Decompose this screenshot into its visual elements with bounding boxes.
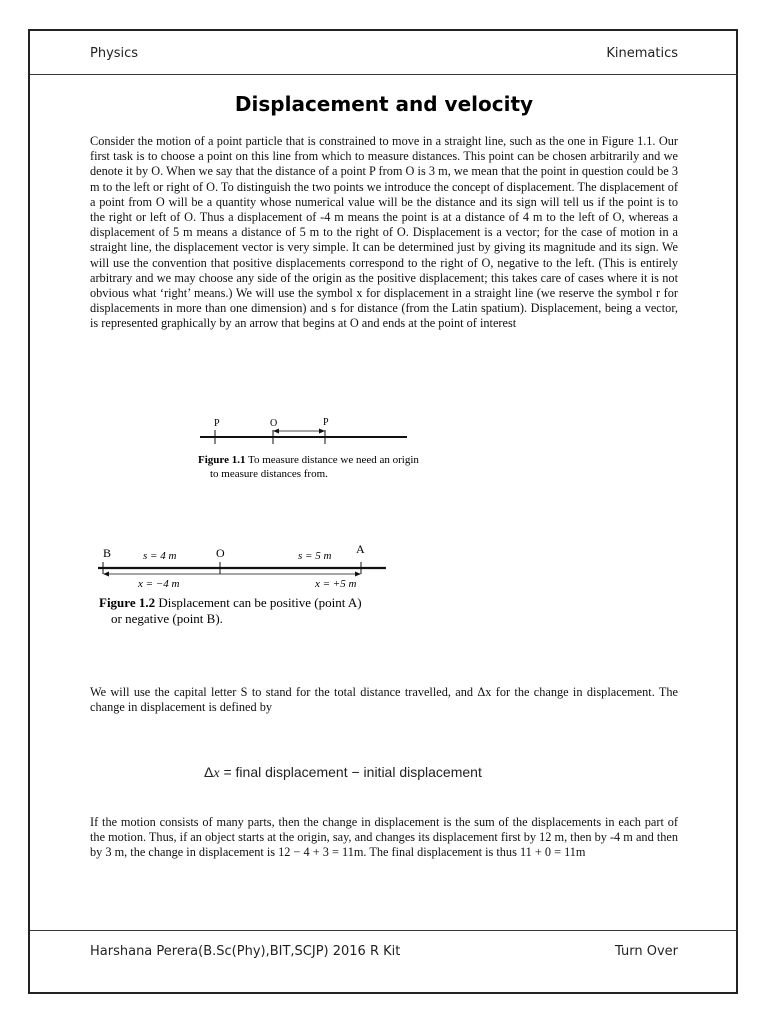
fig1-label-o: O — [270, 418, 278, 429]
paragraph-intro: Consider the motion of a point particle that is constrained to move in a straight line, such as the one in Figure 1.1. Our first task is to choose a point on this line from which to measure distances. This point can be chosen arbitrarily and we denote it by O. When we say that the distance of a point P from O is 3 m, we mean that the point in question could be 3 m to the left or right of O. To distinguish the two points we introduce the concept of displacement. The displacement of a point from O will be a quantity whose numerical value will be the distance and its sign will tell us if the point is to the right or left of O. Thus a displacement of -4 m means the point is at a distance of 4 m to the left of O, whereas a displacement of 5 m means a distance of 5 m to the right of O. Displacement is a vector; for the case of motion in a straight line, the displacement vector is very simple. It can be determined just by giving its magnitude and its sign. We will use the convention that positive displacements correspond to the right of O, negative to the left. (This is entirely arbitrary and we may choose any side of the origin as the positive displacement; this takes care of cases where it is not obvious what ‘right’ means.) We will use the symbol x for displacement in a straight line (we reserve the symbol r for displacements in more than one dimension) and s for distance (from the Latin spatium). Displacement, being a vector, is represented graphically by an arrow that begins at O and ends at the point of interest — [90, 134, 678, 331]
figure-1-2 — [93, 541, 393, 631]
fig1-label-p-right: P — [323, 417, 329, 428]
header-divider — [30, 74, 738, 75]
displacement-equation — [204, 764, 482, 782]
fig2-caption-line1: Displacement can be positive (point A) — [155, 595, 362, 610]
fig1-caption-line2: to measure distances from. — [210, 468, 328, 480]
header-topic: Kinematics — [606, 46, 678, 61]
fig1-arrowhead-left — [273, 429, 279, 434]
fig2-label-b: B — [103, 546, 112, 560]
paragraph-many-parts: If the motion consists of many parts, then the change in displacement is the sum of the displacements in each part of the motion. Thus, if an object starts at the origin, say, and changes its displacement first by 12 m, then by -4 m and then by 3 m, the change in displacement is 12 − 4 + 3 = 11m. The final displacement is thus 11 + 0 = 11m — [90, 815, 678, 860]
fig2-label-a: A — [356, 542, 365, 556]
fig2-caption — [99, 595, 362, 610]
fig2-label-x-left: x = −4 m — [138, 578, 180, 590]
fig1-arrowhead-right — [319, 429, 325, 434]
eq-delta: Δ — [204, 764, 214, 780]
fig1-caption — [198, 454, 419, 466]
fig2-label-s-right: s = 5 m — [298, 550, 332, 562]
fig2-caption-bold: Figure 1.2 — [99, 595, 156, 610]
figure-1-1 — [196, 412, 486, 484]
eq-rhs: = final displacement − initial displacement — [219, 764, 482, 780]
fig1-label-p-left: P — [214, 418, 220, 429]
eq-variable: x — [213, 766, 220, 781]
fig1-caption-line1: To measure distance we need an origin — [245, 454, 419, 466]
fig2-arrowhead-positive — [355, 572, 361, 577]
fig2-label-s-left: s = 4 m — [143, 550, 177, 562]
header-subject: Physics — [90, 46, 139, 61]
fig1-caption-bold: Figure 1.1 — [198, 454, 246, 466]
footer-turn-over: Turn Over — [615, 944, 678, 959]
fig2-label-o: O — [216, 546, 225, 560]
fig2-label-x-right: x = +5 m — [315, 578, 357, 590]
footer-author: Harshana Perera(B.Sc(Phy),BIT,SCJP) 2016 R Kit — [90, 944, 401, 959]
paragraph-change-in-displacement: We will use the capital letter S to stand for the total distance travelled, and Δx for the change in displacement. The change in displacement is defined by — [90, 685, 678, 715]
page-title: Displacement and velocity — [234, 92, 534, 116]
fig2-caption-line2: or negative (point B). — [111, 611, 223, 626]
fig2-arrowhead-negative — [103, 572, 109, 577]
footer-divider — [30, 930, 738, 931]
